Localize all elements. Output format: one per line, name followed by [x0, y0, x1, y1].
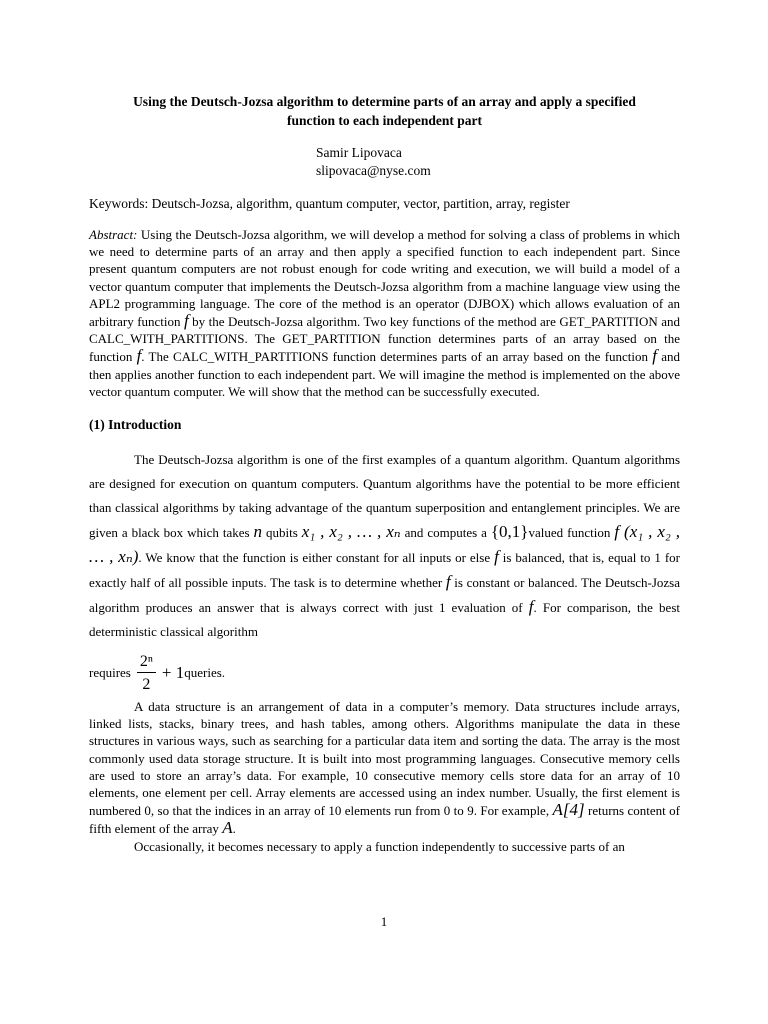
abstract-text-1: Using the Deutsch-Jozsa algorithm, we will develop a method for solving a class of problems in which we need to determine parts of an array and then apply a specified function to each independent part. Since present quantum computers are not robust enough for code writing and execution, we will build a model of a vector quantum computer that implements the Deutsch-Jozsa algorithm from a machine language view using the APL2 programming language. The core of the method is an operator (DJBOX) which allows evaluation of an arbitrary function	[89, 227, 680, 330]
math-array-index: A[4]	[552, 800, 585, 820]
fraction	[137, 654, 156, 693]
para-text: The Deutsch-Jozsa algorithm is one of the first examples of a quantum algorithm. Quantum algorithms are designed for execution on quantum computers. Quantum algorithms have the potential to be more efficient than classical algorithms by taking advantage of the quantum superposition and entanglement principles. We are given a black box which takes	[89, 452, 680, 541]
plus-one: + 1	[161, 663, 185, 683]
para-text: . For comparison, the best deterministic classical algorithm	[89, 600, 680, 640]
abstract-label: Abstract:	[89, 227, 138, 242]
paper-page	[89, 92, 680, 855]
para-text: A data structure is an arrangement of data in a computer’s memory. Data structures include arrays, linked lists, stacks, binary trees, and hash tables, among others. Algorithms manipulate the data in these structures in various ways, such as searching for a particular data item and sorting the data. The array is the most commonly used data storage structure. It is built into most programming languages. Consecutive memory cells are used to store an array’s data. For example, 10 consecutive memory cells store data for an array of 10 elements, one element per cell. Array elements are accessed using an index number. Usually, the first element is numbered 0, so that the indices in an array of 10 elements run from 0 to 9. For example,	[89, 699, 680, 819]
para-text: valued function	[528, 525, 615, 541]
para-text: . We know that the function is either constant for all inputs or else	[138, 550, 495, 566]
math-f: f	[652, 346, 657, 366]
math-f: f	[136, 346, 142, 366]
para-text: and computes a	[400, 525, 491, 541]
intro-paragraph-1	[89, 448, 680, 644]
paper-title	[89, 92, 680, 130]
keywords: Keywords: Deutsch-Jozsa, algorithm, quantum computer, vector, partition, array, register	[89, 196, 570, 211]
title-line-2: function to each independent part	[286, 113, 482, 128]
intro-paragraph-3: Occasionally, it becomes necessary to apply a function independently to successive parts of an	[134, 838, 625, 854]
abstract-text-2: by the Deutsch-Jozsa algorithm. Two key functions of the method are GET_PARTITION and CALC_WITH_PARTITIONS. The GET_PARTITION function determines parts of an array based on the function	[89, 314, 680, 365]
fraction-numerator: 2ⁿ	[137, 654, 156, 673]
para-text: .	[232, 821, 236, 837]
requires-word: requires	[89, 665, 131, 681]
author-name: Samir Lipovaca	[316, 145, 402, 160]
intro-paragraph-2	[89, 698, 680, 838]
para-text: qubits	[262, 525, 302, 541]
para-text: returns content of fifth element of the array	[89, 803, 680, 837]
para-text: is balanced, that is, equal to 1 for exactly half of all possible inputs. The task is to determine whether	[89, 550, 681, 591]
fraction-denominator: 2	[142, 675, 151, 693]
math-set: {0,1}	[490, 522, 529, 542]
math-f: f	[494, 547, 499, 567]
abstract-text-3: . The CALC_WITH_PARTITIONS function determines parts of an array based on the function	[141, 349, 653, 365]
abstract-text-4: and then applies another function to each independent part. We will imagine the method is implemented on the above vector quantum computer. We will show that the method can be successfully executed.	[89, 349, 680, 399]
title-line-1: Using the Deutsch-Jozsa algorithm to determine parts of an array and apply a specified	[133, 94, 636, 109]
math-f: f	[183, 311, 189, 331]
author-email: slipovaca@nyse.com	[316, 162, 431, 178]
math-qubits: x₁ , x₂ , … , xₙ	[301, 522, 401, 542]
queries-word: queries.	[184, 665, 226, 681]
requires-formula-line	[89, 648, 680, 698]
para-text: is constant or balanced. The Deutsch-Jozsa algorithm produces an answer that is always correct with just 1 evaluation of	[89, 575, 680, 616]
author-block	[316, 144, 680, 179]
math-f: f	[528, 597, 534, 617]
page-number: 1	[380, 914, 388, 929]
math-function: f (x₁ , x₂ , … , xₙ)	[89, 522, 680, 567]
math-n: n	[253, 522, 263, 542]
section-heading-introduction: (1) Introduction	[89, 417, 182, 433]
math-f: f	[445, 572, 451, 592]
abstract	[89, 226, 680, 400]
math-array: A	[222, 818, 233, 838]
